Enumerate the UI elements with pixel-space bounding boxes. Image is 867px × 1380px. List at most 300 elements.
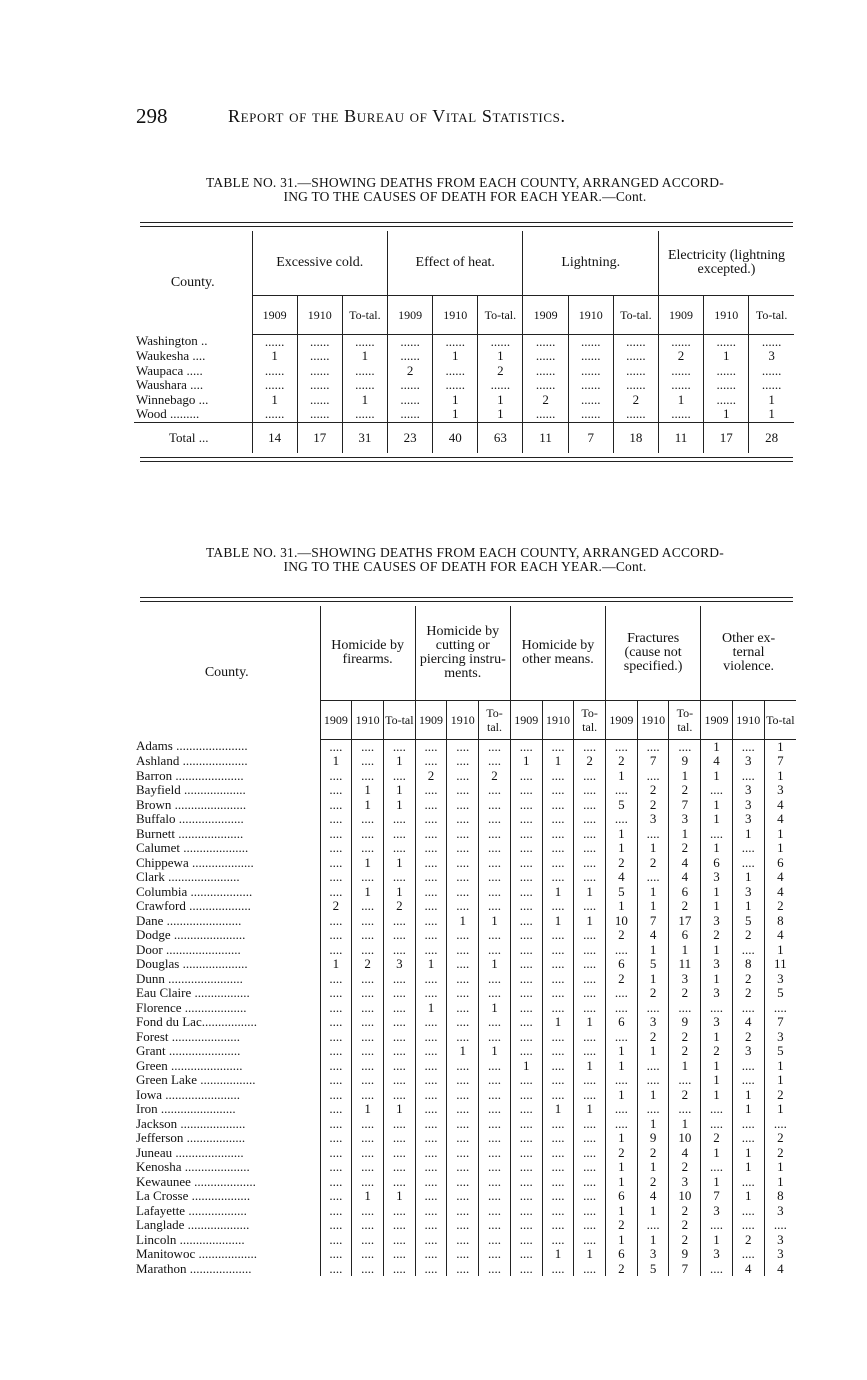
table-cell: 3 — [701, 1015, 733, 1030]
table-cell: .... — [383, 1175, 415, 1190]
table2-group-homicide-other: Homicide by other means. — [510, 606, 605, 700]
table-cell: 1 — [479, 1044, 511, 1059]
table-cell: .... — [542, 856, 574, 871]
table-cell: .... — [447, 972, 479, 987]
table-cell: .... — [447, 1131, 479, 1146]
table-cell: .... — [574, 1262, 606, 1277]
table-cell: .... — [320, 943, 352, 958]
table-cell: 4 — [764, 1262, 796, 1277]
table-cell: 1 — [764, 1102, 796, 1117]
table-cell: 3 — [669, 812, 701, 827]
table-cell: 10 — [669, 1131, 701, 1146]
table-cell: 1 — [342, 393, 387, 408]
county-name: Florence ................... — [136, 1000, 247, 1015]
table2-year-header: 1910 — [542, 700, 574, 739]
table-cell: 1 — [606, 1088, 638, 1103]
table-cell: .... — [383, 769, 415, 784]
table-cell: 2 — [383, 899, 415, 914]
table-cell: .... — [510, 1218, 542, 1233]
table-cell: .... — [352, 914, 384, 929]
table-cell: ...... — [433, 334, 478, 349]
table-cell: 1 — [764, 1073, 796, 1088]
table-cell: 2 — [606, 928, 638, 943]
table-cell: .... — [732, 943, 764, 958]
table-cell: .... — [383, 1262, 415, 1277]
table-cell: .... — [320, 1131, 352, 1146]
table-cell: 2 — [732, 972, 764, 987]
table2-year-header: 1910 — [447, 700, 479, 739]
table-cell: .... — [479, 1131, 511, 1146]
table-cell: .... — [574, 739, 606, 754]
table-row — [134, 957, 796, 972]
table-cell: 4 — [669, 856, 701, 871]
table-cell: 1 — [352, 856, 384, 871]
total-cell: 17 — [704, 422, 749, 453]
table-cell: .... — [542, 1189, 574, 1204]
table-cell: .... — [574, 1088, 606, 1103]
county-name: Brown ...................... — [136, 797, 247, 812]
county-name: Columbia ................... — [136, 884, 253, 899]
table-cell: 1 — [606, 1044, 638, 1059]
table-cell: 4 — [701, 754, 733, 769]
county-name: Lincoln .................... — [136, 1232, 245, 1247]
table-cell: .... — [637, 1218, 669, 1233]
table-cell: .... — [415, 899, 447, 914]
table-row — [134, 334, 794, 349]
table-cell: .... — [383, 870, 415, 885]
table-cell: 1 — [352, 1189, 384, 1204]
table-cell: .... — [574, 1160, 606, 1175]
total-cell: 63 — [478, 422, 523, 453]
table-cell: .... — [415, 1131, 447, 1146]
table-cell: .... — [669, 739, 701, 754]
table-cell: 1 — [383, 1102, 415, 1117]
table-cell: ...... — [568, 334, 613, 349]
table-cell: .... — [383, 943, 415, 958]
table-cell: 3 — [732, 798, 764, 813]
table-cell: .... — [479, 885, 511, 900]
table-cell: .... — [510, 1073, 542, 1088]
table-cell: .... — [606, 1073, 638, 1088]
table-cell: .... — [320, 914, 352, 929]
table-row — [134, 1160, 796, 1175]
table-cell: .... — [415, 1088, 447, 1103]
table-row — [134, 1146, 796, 1161]
table-cell: .... — [510, 1160, 542, 1175]
table-cell: .... — [510, 1175, 542, 1190]
table-cell: .... — [510, 972, 542, 987]
table2-total-header: To-tal. — [669, 700, 701, 739]
table-cell: .... — [510, 1262, 542, 1277]
table-cell: 1 — [542, 1015, 574, 1030]
table-cell: .... — [606, 1001, 638, 1016]
table-cell: ...... — [568, 378, 613, 393]
table-cell: .... — [320, 798, 352, 813]
table-cell: ...... — [568, 393, 613, 408]
table-cell: .... — [383, 1131, 415, 1146]
table-cell: ...... — [613, 407, 658, 422]
table-cell: 7 — [669, 798, 701, 813]
table-cell: .... — [352, 1059, 384, 1074]
table-cell: .... — [542, 841, 574, 856]
table-cell: 3 — [764, 1204, 796, 1219]
table2-group-fractures: Fractures (cause not specified.) — [606, 606, 701, 700]
table-cell: 5 — [606, 885, 638, 900]
table-cell: .... — [542, 870, 574, 885]
total-cell: 7 — [568, 422, 613, 453]
table-row — [134, 870, 796, 885]
table-cell: .... — [479, 972, 511, 987]
running-title: Report of the Bureau of Vital Statistics. — [228, 106, 566, 126]
table-cell: .... — [542, 1175, 574, 1190]
table-cell: .... — [415, 1233, 447, 1248]
table-cell: 2 — [613, 393, 658, 408]
table-cell: 2 — [669, 1160, 701, 1175]
table-cell: .... — [479, 1059, 511, 1074]
table-cell: 1 — [542, 754, 574, 769]
table-cell: 4 — [732, 1262, 764, 1277]
table-cell: .... — [383, 1247, 415, 1262]
table-cell: .... — [732, 1247, 764, 1262]
county-name: Adams ...................... — [136, 739, 248, 754]
table-cell: .... — [542, 928, 574, 943]
table-cell: 9 — [669, 754, 701, 769]
table-cell: .... — [574, 1204, 606, 1219]
table-cell: 1 — [479, 957, 511, 972]
table-cell: ...... — [252, 364, 297, 379]
total-cell: 11 — [658, 422, 703, 453]
table1-group-lightning: Lightning. — [523, 231, 658, 295]
table-row — [134, 1204, 796, 1219]
table-cell: 1 — [447, 1044, 479, 1059]
table-cell: 1 — [352, 798, 384, 813]
table-row — [134, 1001, 796, 1016]
table-cell: 2 — [701, 928, 733, 943]
table-cell: ...... — [704, 393, 749, 408]
table-cell: .... — [606, 783, 638, 798]
table1-total-header: To-tal. — [749, 295, 794, 334]
table-cell: .... — [447, 957, 479, 972]
table-cell: 1 — [574, 885, 606, 900]
total-label: Total ... — [134, 422, 252, 453]
table-cell: .... — [701, 1262, 733, 1277]
table-cell: .... — [320, 841, 352, 856]
table-cell: 1 — [704, 349, 749, 364]
table-cell: .... — [732, 1204, 764, 1219]
table-cell: .... — [732, 739, 764, 754]
table-cell: ...... — [613, 378, 658, 393]
table-cell: .... — [510, 856, 542, 871]
table-cell: .... — [352, 1088, 384, 1103]
table-cell: 7 — [764, 1015, 796, 1030]
table2-group-homicide-firearms: Homicide by firearms. — [320, 606, 415, 700]
table-cell: .... — [701, 1102, 733, 1117]
table1-year-header: 1909 — [252, 295, 297, 334]
table-cell: ...... — [523, 349, 568, 364]
table-cell: .... — [415, 1175, 447, 1190]
table-cell: .... — [352, 1030, 384, 1045]
table-cell: 2 — [637, 986, 669, 1001]
table-cell: .... — [542, 1117, 574, 1132]
table-cell: .... — [542, 1030, 574, 1045]
table1-bottom-rule — [140, 457, 793, 462]
table-cell: .... — [479, 1146, 511, 1161]
table-cell: 1 — [669, 1059, 701, 1074]
table-cell: .... — [606, 812, 638, 827]
table-cell: .... — [510, 739, 542, 754]
table1 — [134, 231, 794, 453]
table-cell: ...... — [749, 378, 794, 393]
table-cell: .... — [510, 1131, 542, 1146]
table-cell: .... — [732, 1218, 764, 1233]
table-cell: .... — [542, 957, 574, 972]
table-cell: 8 — [732, 957, 764, 972]
table-cell: .... — [542, 986, 574, 1001]
county-name: Iowa ....................... — [136, 1087, 240, 1102]
table-cell: .... — [415, 1247, 447, 1262]
table-cell: .... — [415, 1030, 447, 1045]
table-cell: 1 — [764, 1175, 796, 1190]
table-cell: 1 — [669, 827, 701, 842]
table-cell: 3 — [732, 812, 764, 827]
table-cell: .... — [574, 957, 606, 972]
table-cell: 1 — [606, 899, 638, 914]
table-cell: 2 — [764, 1146, 796, 1161]
table-cell: ...... — [613, 364, 658, 379]
table-cell: 2 — [637, 783, 669, 798]
table-cell: .... — [606, 986, 638, 1001]
table-cell: 1 — [701, 1088, 733, 1103]
table-cell: .... — [764, 1001, 796, 1016]
table-cell: ...... — [297, 378, 342, 393]
table2-caption — [130, 546, 800, 574]
table-cell: .... — [479, 798, 511, 813]
table-cell: .... — [447, 1146, 479, 1161]
table-cell: .... — [352, 841, 384, 856]
table-cell: 1 — [542, 885, 574, 900]
table-cell: 4 — [669, 1146, 701, 1161]
table-cell: ...... — [252, 378, 297, 393]
table-cell: .... — [479, 1015, 511, 1030]
table-cell: .... — [383, 1088, 415, 1103]
table-cell: .... — [383, 1204, 415, 1219]
table-row — [134, 1030, 796, 1045]
table-cell: .... — [447, 798, 479, 813]
table-row — [134, 783, 796, 798]
table2-top-rule — [140, 597, 793, 602]
table-cell: 2 — [637, 1030, 669, 1045]
table-cell: .... — [352, 1117, 384, 1132]
table-cell: 1 — [415, 957, 447, 972]
table-cell: 2 — [701, 1131, 733, 1146]
table-cell: 5 — [637, 1262, 669, 1277]
table-cell: .... — [574, 1233, 606, 1248]
table-cell: .... — [574, 928, 606, 943]
table-cell: .... — [701, 783, 733, 798]
table-cell: 1 — [433, 407, 478, 422]
table-cell: 2 — [574, 754, 606, 769]
table-cell: ...... — [523, 378, 568, 393]
table-cell: .... — [415, 1204, 447, 1219]
table-cell: .... — [320, 769, 352, 784]
table-cell: 2 — [637, 1175, 669, 1190]
table-cell: 2 — [764, 899, 796, 914]
table-cell: 1 — [606, 1204, 638, 1219]
county-name: Barron ..................... — [136, 768, 244, 783]
table-cell: 2 — [606, 1218, 638, 1233]
table-cell: .... — [447, 812, 479, 827]
table-cell: .... — [637, 1059, 669, 1074]
table-cell: .... — [574, 1030, 606, 1045]
table-cell: 3 — [732, 783, 764, 798]
table-cell: .... — [479, 1175, 511, 1190]
table1-body — [134, 334, 794, 453]
table-cell: .... — [510, 1146, 542, 1161]
table-cell: 4 — [637, 928, 669, 943]
table-cell: 7 — [637, 914, 669, 929]
table-cell: .... — [352, 1204, 384, 1219]
table-cell: .... — [320, 928, 352, 943]
table-cell: .... — [447, 885, 479, 900]
table-cell: 2 — [764, 1088, 796, 1103]
table-cell: 1 — [732, 1102, 764, 1117]
table-cell: 1 — [701, 812, 733, 827]
table-cell: .... — [637, 1102, 669, 1117]
table2-year-header: 1910 — [732, 700, 764, 739]
table-cell: 1 — [701, 972, 733, 987]
table-cell: .... — [637, 739, 669, 754]
table-cell: .... — [479, 812, 511, 827]
table-cell: .... — [415, 754, 447, 769]
table-cell: 3 — [764, 783, 796, 798]
county-name: Washington .. — [136, 334, 208, 349]
table-row — [134, 972, 796, 987]
table-cell: 5 — [606, 798, 638, 813]
table-cell: 6 — [606, 957, 638, 972]
county-name: Lafayette .................. — [136, 1203, 247, 1218]
table-cell: ...... — [342, 378, 387, 393]
table-cell: .... — [510, 1117, 542, 1132]
table-cell: .... — [352, 754, 384, 769]
table-cell: 2 — [669, 899, 701, 914]
table-cell: 1 — [658, 393, 703, 408]
table-row — [134, 1218, 796, 1233]
table-cell: 1 — [701, 739, 733, 754]
table-cell: 1 — [732, 1160, 764, 1175]
table-row — [134, 364, 794, 379]
table1-year-header: 1910 — [297, 295, 342, 334]
table-cell: 3 — [764, 1030, 796, 1045]
table-cell: .... — [352, 1146, 384, 1161]
table-cell: .... — [352, 1044, 384, 1059]
table-cell: .... — [320, 1189, 352, 1204]
table-cell: 1 — [732, 1189, 764, 1204]
table-cell: 11 — [764, 957, 796, 972]
table-cell: 3 — [701, 914, 733, 929]
table-cell: .... — [542, 739, 574, 754]
table-cell: 9 — [669, 1015, 701, 1030]
table-cell: 2 — [606, 856, 638, 871]
table-cell: .... — [352, 986, 384, 1001]
table-cell: .... — [574, 1001, 606, 1016]
table-row — [134, 856, 796, 871]
table-cell: 1 — [478, 407, 523, 422]
table-cell: .... — [383, 1218, 415, 1233]
table-cell: .... — [479, 1102, 511, 1117]
table-cell: 1 — [542, 914, 574, 929]
table-cell: 1 — [478, 349, 523, 364]
table-cell: .... — [352, 1073, 384, 1088]
table-row — [134, 1088, 796, 1103]
table-cell: 9 — [637, 1131, 669, 1146]
table-cell: 2 — [669, 783, 701, 798]
table-cell: .... — [352, 1233, 384, 1248]
table-cell: .... — [447, 739, 479, 754]
table-cell: 1 — [606, 1233, 638, 1248]
table-cell: .... — [415, 972, 447, 987]
table-cell: .... — [479, 1073, 511, 1088]
table-cell: .... — [352, 827, 384, 842]
table-cell: .... — [320, 1218, 352, 1233]
table2-total-header: To-tal — [383, 700, 415, 739]
total-cell: 11 — [523, 422, 568, 453]
table-cell: .... — [574, 870, 606, 885]
table-cell: 1 — [637, 1160, 669, 1175]
table-cell: .... — [383, 1059, 415, 1074]
table-cell: .... — [542, 899, 574, 914]
table-cell: ...... — [252, 407, 297, 422]
table-cell: .... — [574, 783, 606, 798]
table-cell: 6 — [606, 1189, 638, 1204]
table1-group-electricity: Electricity (lightning excepted.) — [658, 231, 794, 295]
table-cell: .... — [415, 870, 447, 885]
table-cell: 1 — [606, 827, 638, 842]
table-cell: 2 — [732, 928, 764, 943]
table2-total-header: To-tal — [764, 700, 796, 739]
table-cell: .... — [320, 870, 352, 885]
table-row — [134, 812, 796, 827]
table-cell: 1 — [732, 827, 764, 842]
table-cell: 1 — [433, 393, 478, 408]
table-cell: 1 — [510, 754, 542, 769]
table-cell: 2 — [732, 986, 764, 1001]
table-cell: .... — [637, 1001, 669, 1016]
table-cell: 2 — [669, 1088, 701, 1103]
county-name: Calumet .................... — [136, 841, 249, 855]
total-cell: 40 — [433, 422, 478, 453]
table-cell: 1 — [342, 349, 387, 364]
table-cell: .... — [479, 739, 511, 754]
table-cell: 1 — [510, 1059, 542, 1074]
table2-county-header: County. — [204, 664, 249, 680]
table-cell: ...... — [704, 334, 749, 349]
county-name: Buffalo .................... — [136, 812, 244, 826]
table-cell: 4 — [606, 870, 638, 885]
table-cell: .... — [637, 870, 669, 885]
table-cell: 1 — [701, 798, 733, 813]
table1-caption-line1: TABLE NO. 31.—SHOWING DEATHS FROM EACH COUNTY, ARRANGED ACCORD- — [206, 175, 724, 190]
table-cell: 2 — [658, 349, 703, 364]
table-cell: .... — [415, 1059, 447, 1074]
table-cell: .... — [479, 1030, 511, 1045]
table-cell: .... — [383, 1233, 415, 1248]
table-cell: .... — [447, 1102, 479, 1117]
table2 — [134, 606, 796, 1276]
table-cell: 1 — [383, 856, 415, 871]
county-name: Ashland .................... — [136, 754, 248, 768]
table-cell: .... — [574, 1073, 606, 1088]
county-name: Jackson .................... — [136, 1116, 246, 1131]
